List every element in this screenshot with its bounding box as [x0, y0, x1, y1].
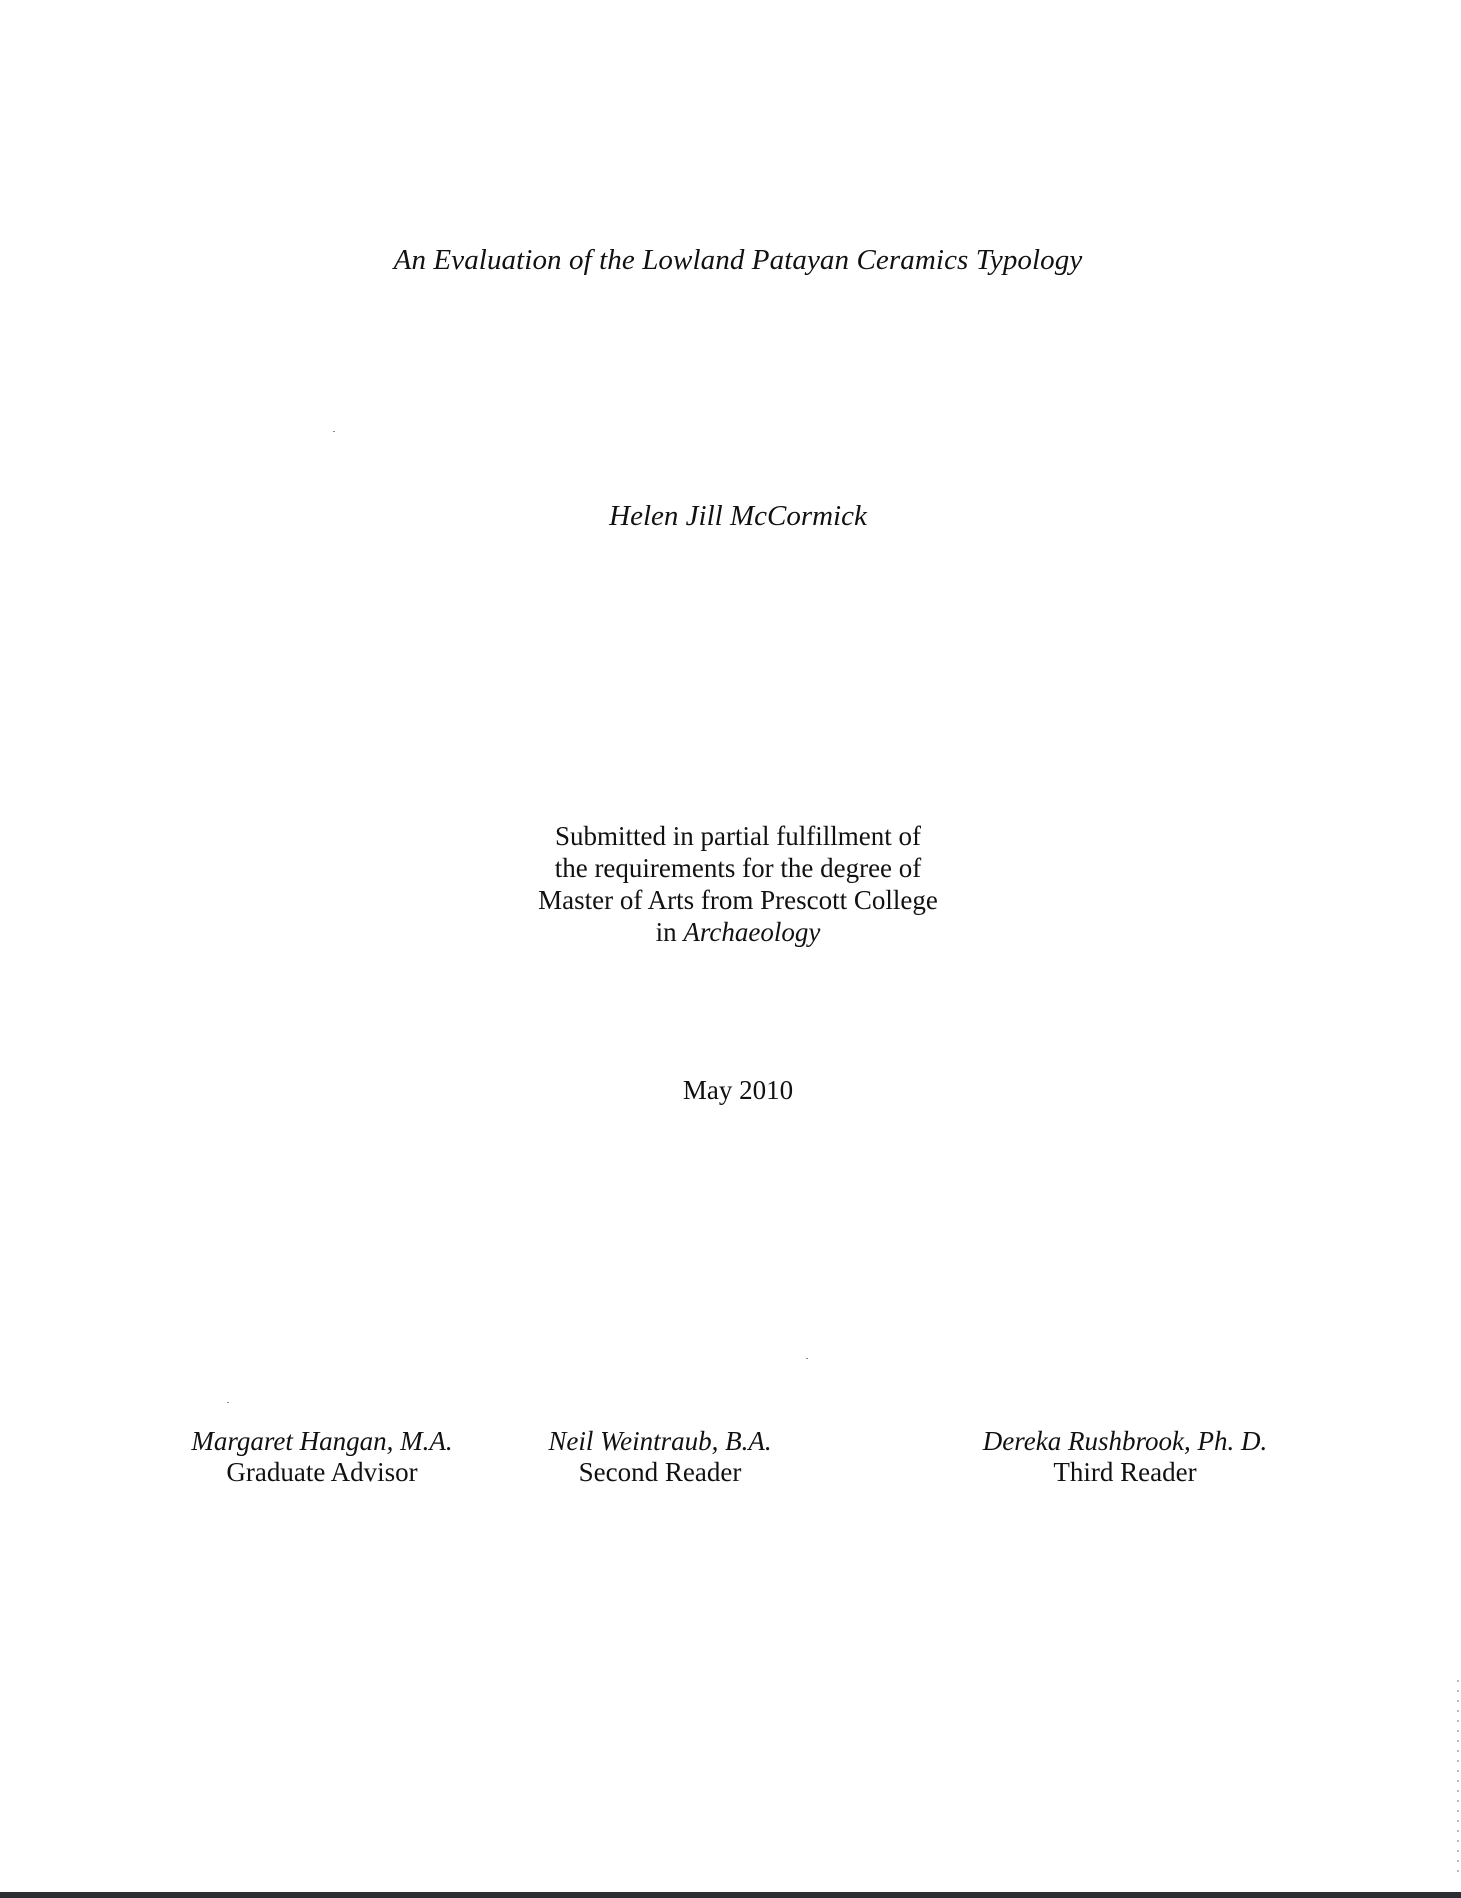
- signatory-role: Second Reader: [578, 1457, 742, 1487]
- scan-speck: [333, 431, 335, 432]
- statement-line-2: the requirements for the degree of: [554, 853, 922, 883]
- signatory-name: Margaret Hangan, M.A.: [191, 1426, 453, 1456]
- statement-line-4-prefix: in: [655, 917, 684, 947]
- degree-statement: [0, 820, 1461, 948]
- degree-field: Archaeology: [683, 917, 821, 947]
- statement-line-1: Submitted in partial fulfillment of: [555, 821, 921, 851]
- author-name: Helen Jill McCormick: [609, 500, 867, 532]
- signatory-role: Graduate Advisor: [226, 1457, 418, 1487]
- signatory-name: Neil Weintraub, B.A.: [548, 1426, 772, 1456]
- submission-date: May 2010: [682, 1075, 794, 1105]
- scan-edge-marks: [1457, 1680, 1459, 1880]
- statement-line-4: [0, 916, 1461, 948]
- signatory-role: Third Reader: [1053, 1457, 1197, 1487]
- document-title: An Evaluation of the Lowland Patayan Ceramics Typology: [393, 244, 1083, 276]
- signatory-3: [950, 1426, 1300, 1488]
- scan-speck: [227, 1402, 229, 1403]
- signatory-1: [180, 1426, 464, 1488]
- scan-speck: [806, 1358, 808, 1359]
- scan-bottom-edge: [0, 1892, 1461, 1898]
- signatory-2: [540, 1426, 780, 1488]
- statement-line-3: Master of Arts from Prescott College: [538, 885, 938, 915]
- signatory-name: Dereka Rushbrook, Ph. D.: [982, 1426, 1268, 1456]
